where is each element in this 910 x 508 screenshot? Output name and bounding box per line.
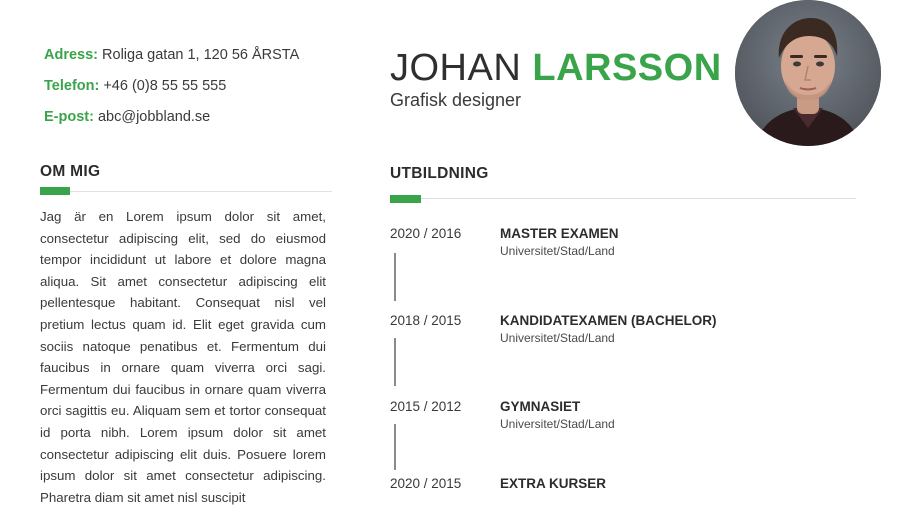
contact-phone bbox=[44, 71, 299, 102]
full-name bbox=[390, 46, 722, 90]
phone-label: Telefon: bbox=[44, 78, 100, 94]
portrait-illustration bbox=[735, 0, 881, 146]
about-divider bbox=[40, 191, 332, 192]
profile-photo bbox=[735, 0, 881, 146]
last-name: LARSSON bbox=[532, 47, 722, 89]
education-divider bbox=[390, 198, 856, 199]
timeline-line bbox=[394, 338, 396, 386]
name-header bbox=[390, 46, 722, 111]
address-value: Roliga gatan 1, 120 56 ÅRSTA bbox=[102, 47, 300, 63]
first-name: JOHAN bbox=[390, 47, 522, 89]
about-heading: OM MIG bbox=[40, 163, 101, 180]
contact-email bbox=[44, 102, 299, 133]
education-accent-bar bbox=[390, 195, 421, 203]
education-degree: MASTER EXAMEN bbox=[500, 226, 619, 241]
education-years: 2015 / 2012 bbox=[390, 399, 462, 414]
about-text: Jag är en Lorem ipsum dolor sit amet, consectetur adipiscing elit, sed do eiusmod tempor incididunt ut labore et dolore magna aliqua. Sit amet consectetur adipiscing elit pellentesque habitant. Consequat nisl vel pretium lectus quam id. Elit eget gravida cum sociis natoque penatibus et. Fermentum dui faucibus in ornare quam viverra orci sagi. Fermentum dui faucibus in ornare quam viverra orci sagittis eu. Aliquam sem et tortor consequat id porta nibh. Lorem ipsum dolor sit amet consectetur adipiscing elit duis. Posuere lorem ipsum dolor sit amet consectetur adipiscing. Pharetra diam sit amet nisl suscipit bbox=[40, 209, 326, 505]
timeline-line bbox=[394, 253, 396, 301]
timeline-line bbox=[394, 424, 396, 470]
about-accent-bar bbox=[40, 187, 70, 195]
education-years: 2020 / 2016 bbox=[390, 226, 462, 241]
phone-value: +46 (0)8 55 55 555 bbox=[103, 78, 227, 94]
email-label: E-post: bbox=[44, 109, 94, 125]
contact-info bbox=[44, 40, 299, 133]
education-heading: UTBILDNING bbox=[390, 165, 489, 182]
education-degree: GYMNASIET bbox=[500, 399, 581, 414]
education-years: 2018 / 2015 bbox=[390, 313, 462, 328]
education-degree: EXTRA KURSER bbox=[500, 476, 607, 491]
education-degree: KANDIDATEXAMEN (BACHELOR) bbox=[500, 313, 717, 328]
job-title: Grafisk designer bbox=[390, 90, 522, 110]
education-place: Universitet/Stad/Land bbox=[500, 244, 615, 258]
education-place: Universitet/Stad/Land bbox=[500, 331, 615, 345]
address-label: Adress: bbox=[44, 47, 98, 63]
education-place: Universitet/Stad/Land bbox=[500, 417, 615, 431]
education-years: 2020 / 2015 bbox=[390, 476, 462, 491]
email-value: abc@jobbland.se bbox=[97, 109, 211, 125]
contact-address bbox=[44, 40, 299, 71]
